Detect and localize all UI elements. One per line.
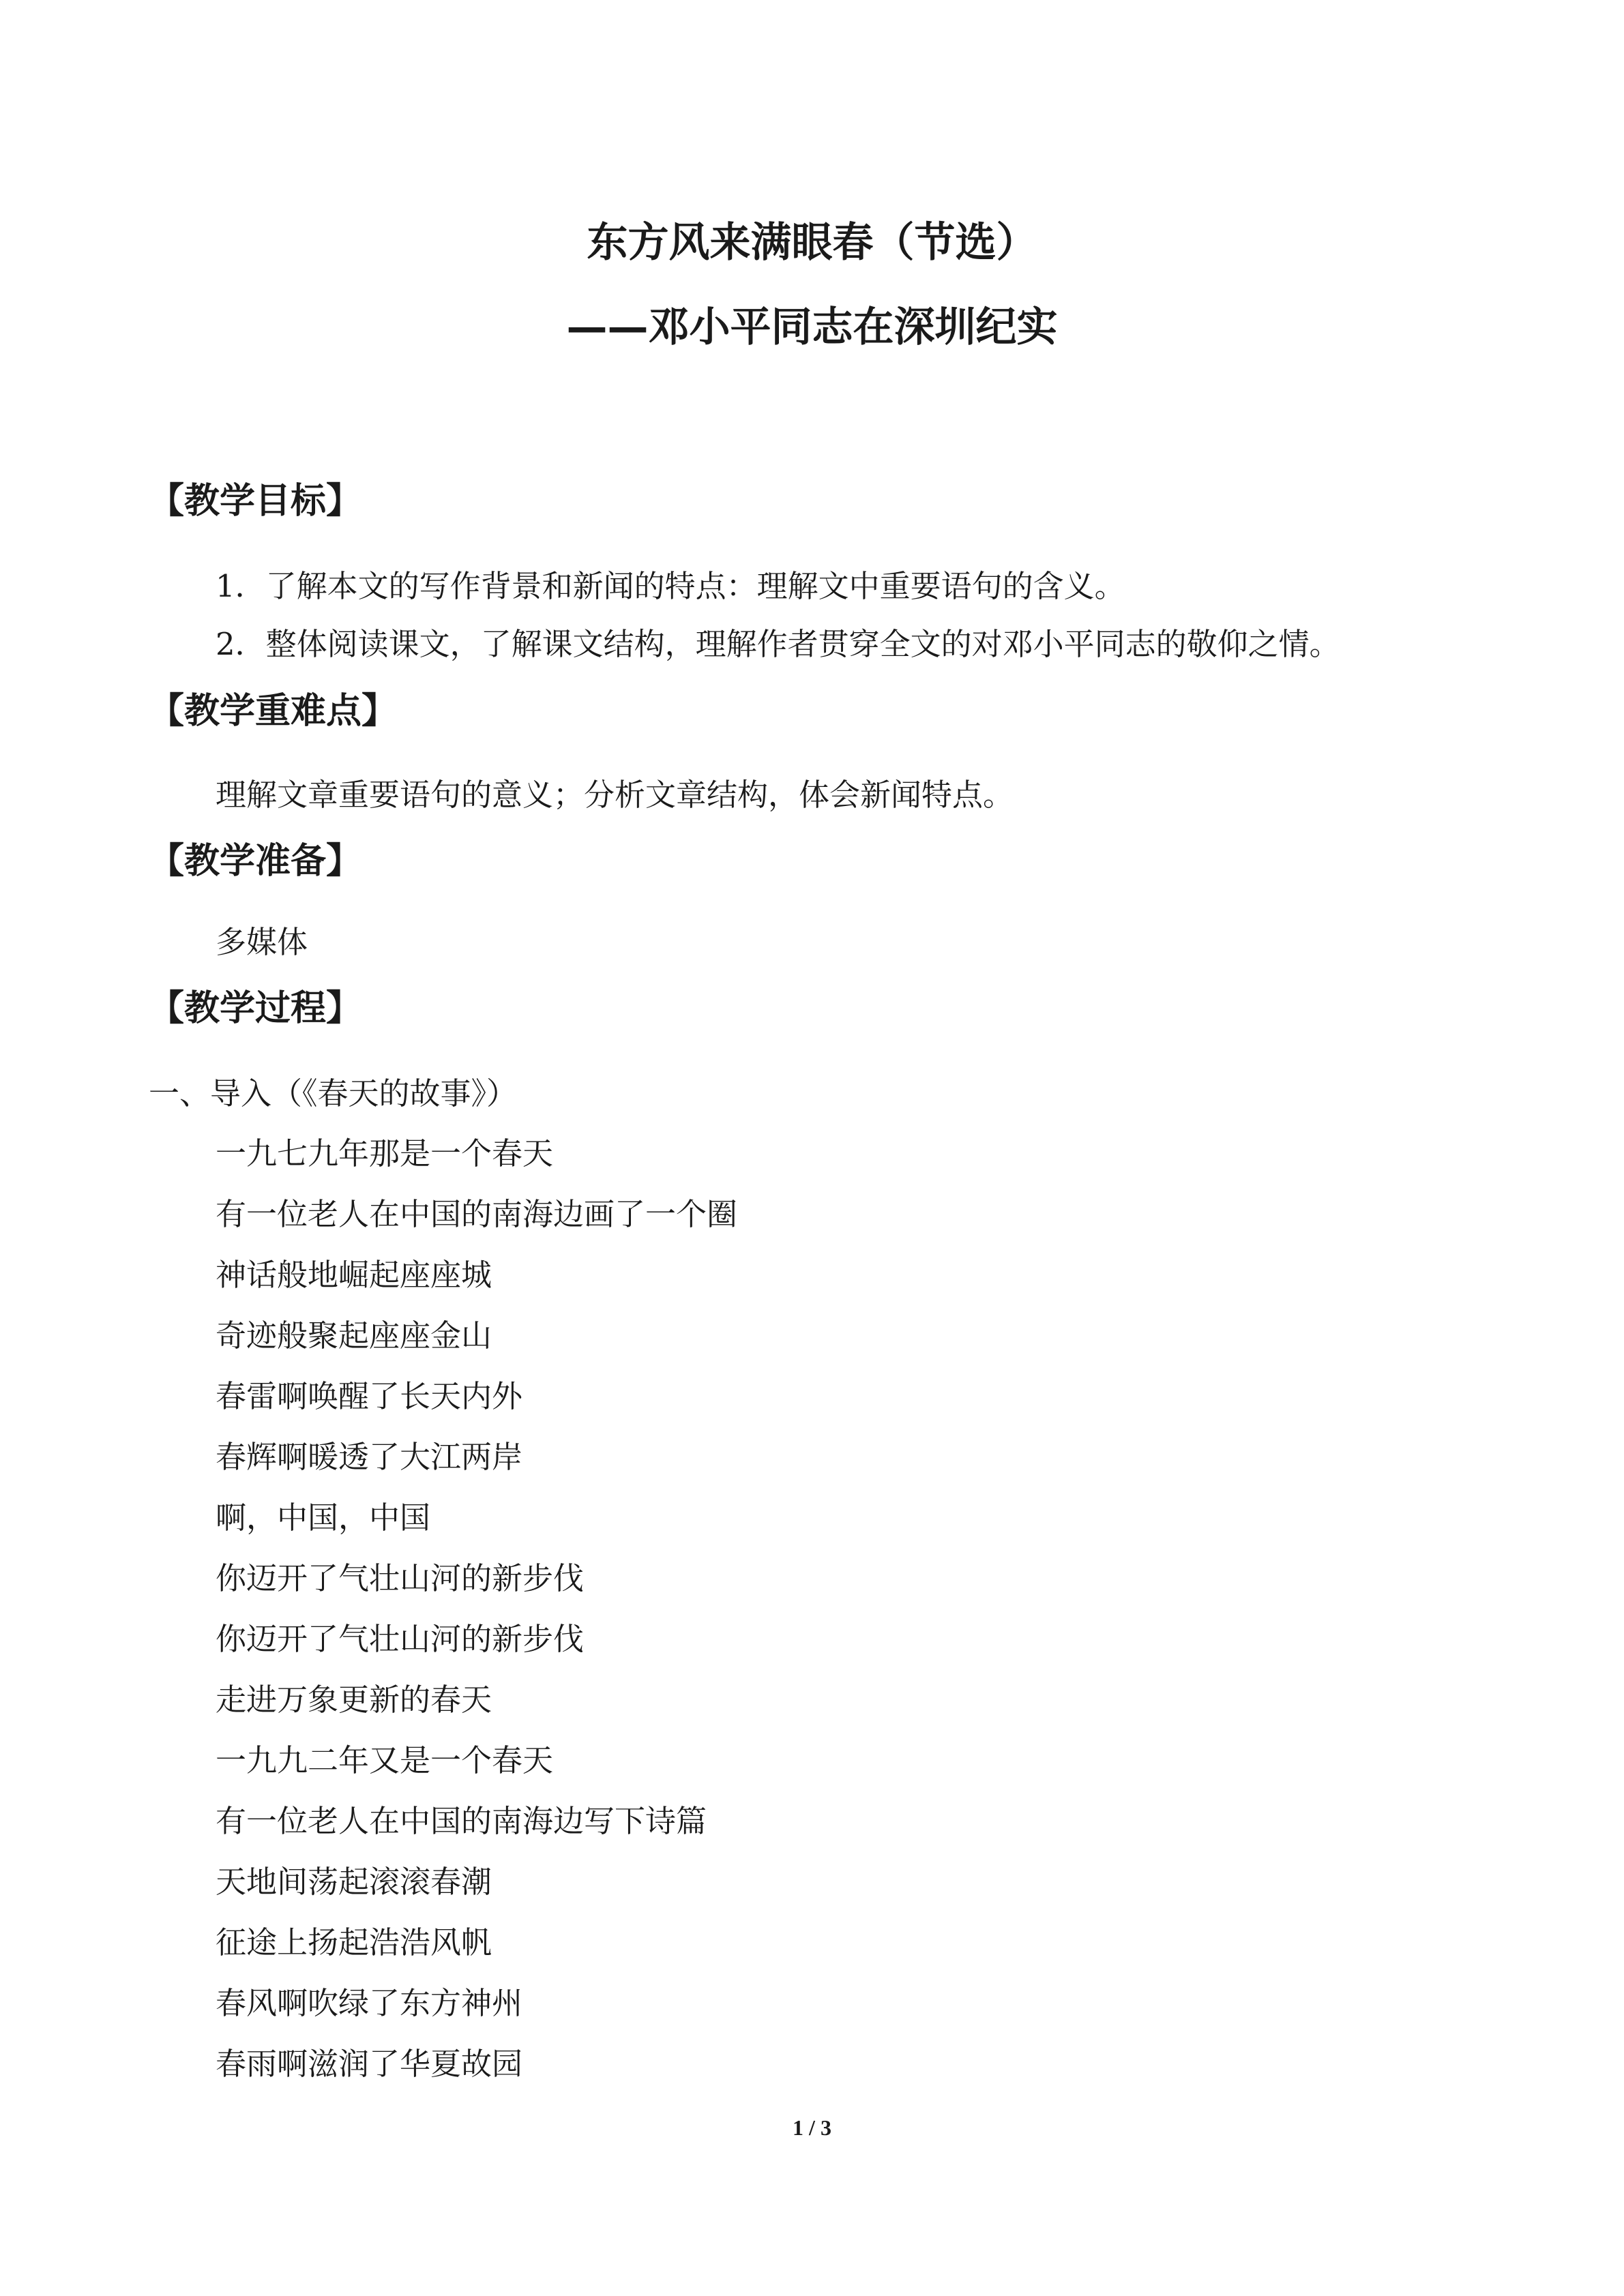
document-title: 东方风来满眼春（节选）	[587, 219, 1037, 267]
poem-line: 春风啊吹绿了东方神州	[216, 1985, 523, 2021]
poem-line: 一九九二年又是一个春天	[216, 1742, 554, 1778]
objective-item-2: 2．整体阅读课文，了解课文结构，理解作者贯穿全文的对邓小平同志的敬仰之情。	[216, 626, 1340, 662]
poem-line: 神话般地崛起座座城	[216, 1257, 492, 1293]
keypoints-text: 理解文章重要语句的意义；分析文章结构，体会新闻特点。	[216, 777, 1014, 813]
poem-line: 啊，中国，中国	[216, 1500, 431, 1536]
poem-line: 春雷啊唤醒了长天内外	[216, 1378, 523, 1414]
poem-line: 天地间荡起滚滚春潮	[216, 1864, 492, 1900]
page-number: 1 / 3	[793, 2115, 831, 2140]
section-heading-preparation: 【教学准备】	[149, 841, 362, 882]
poem-line: 征途上扬起浩浩风帆	[216, 1924, 492, 1960]
poem-line: 春雨啊滋润了华夏故园	[216, 2046, 523, 2082]
section-heading-keypoints: 【教学重难点】	[149, 691, 398, 732]
poem-line: 你迈开了气壮山河的新步伐	[216, 1621, 585, 1657]
poem-line: 奇迹般聚起座座金山	[216, 1317, 492, 1354]
poem-line: 有一位老人在中国的南海边写下诗篇	[216, 1803, 707, 1839]
poem-line: 春辉啊暖透了大江两岸	[216, 1439, 523, 1475]
poem-line: 一九七九年那是一个春天	[216, 1135, 554, 1172]
objective-item-1: 1．了解本文的写作背景和新闻的特点：理解文中重要语句的含义。	[216, 568, 1125, 604]
poem-line: 你迈开了气壮山河的新步伐	[216, 1560, 585, 1596]
document-subtitle: ——邓小平同志在深圳纪实	[566, 303, 1058, 351]
section-heading-process: 【教学过程】	[149, 988, 362, 1029]
preparation-text: 多媒体	[216, 924, 308, 960]
poem-line: 走进万象更新的春天	[216, 1682, 492, 1718]
section-heading-objectives: 【教学目标】	[149, 481, 362, 522]
intro-heading: 一、导入（《春天的故事》）	[149, 1075, 518, 1112]
poem-line: 有一位老人在中国的南海边画了一个圈	[216, 1196, 738, 1232]
